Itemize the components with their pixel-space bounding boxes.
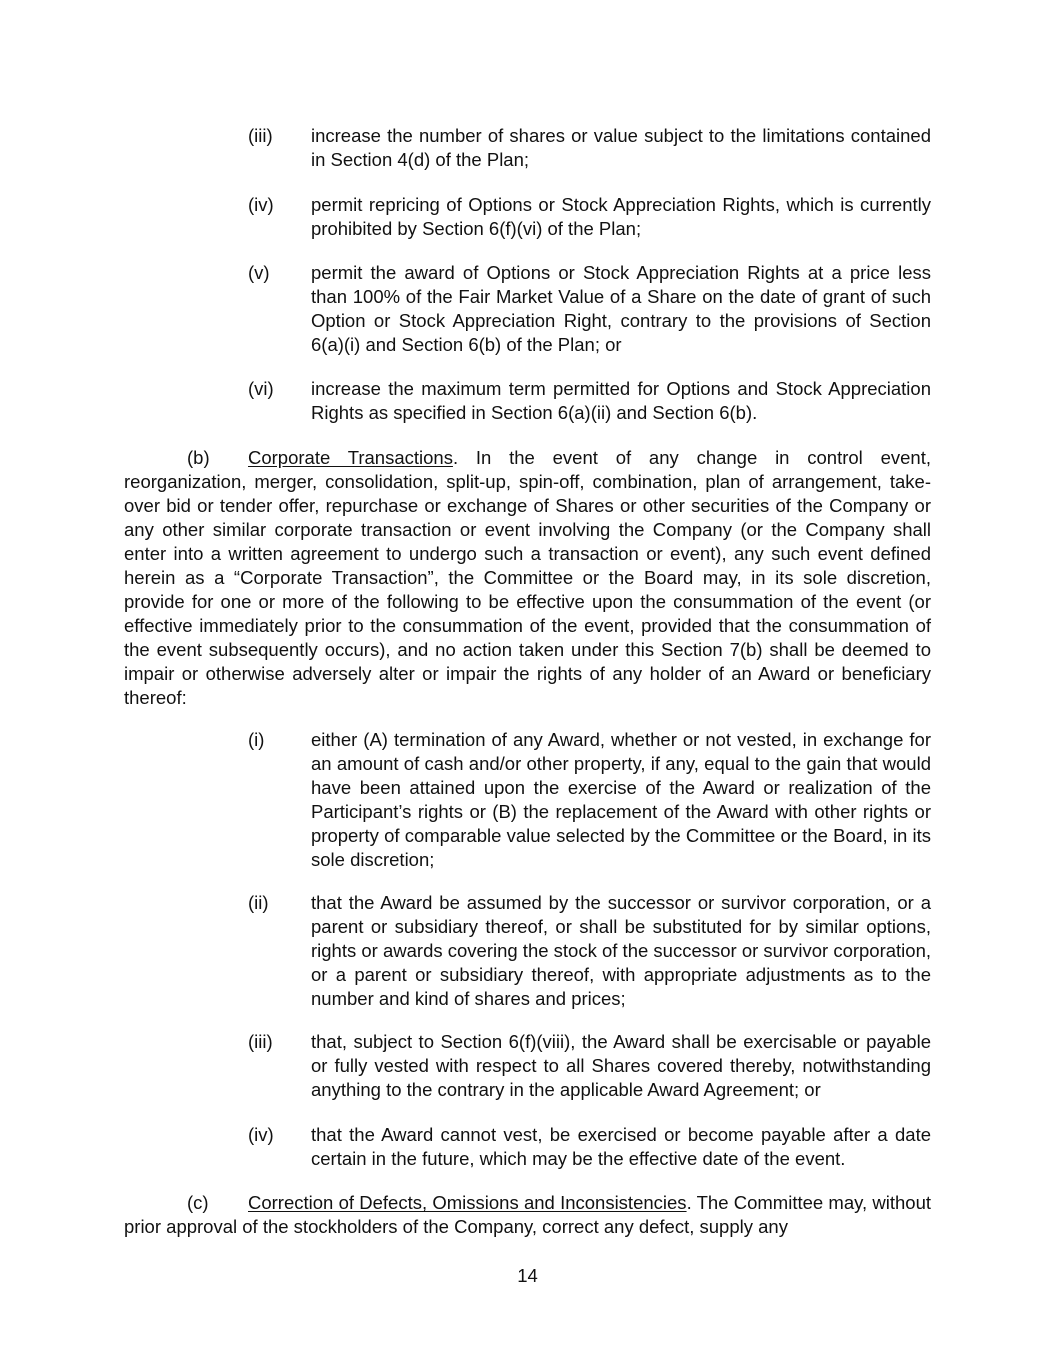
list-item [248, 891, 931, 1011]
list-item-text: permit repricing of Options or Stock Appreciation Rights, which is currently prohibited by Section 6(f)(vi) of the Plan; [311, 194, 931, 239]
list-item-text: permit the award of Options or Stock Appreciation Rights at a price less than 100% of the Fair Market Value of a Share on the date of grant of such Option or Stock Appreciation Right, contrary to the provisions of Section 6(a)(i) and Section 6(b) of the Plan; or [311, 262, 931, 355]
list-item-number: (iii) [248, 125, 273, 146]
list-item [248, 1030, 931, 1102]
section-b-paragraph [124, 446, 931, 710]
section-b-heading: Corporate Transactions [248, 447, 453, 468]
section-c-heading: Correction of Defects, Omissions and Inconsistencies [248, 1192, 687, 1213]
list-item-text: that the Award cannot vest, be exercised or become payable after a date certain in the future, which may be the effective date of the event. [311, 1124, 931, 1169]
list-item-text: either (A) termination of any Award, whether or not vested, in exchange for an amount of cash and/or other property, if any, equal to the gain that would have been attained upon the exercise of the Award or realization of the Participant’s rights or (B) the replacement of the Award with other rights or property of comparable value selected by the Committee or the Board, in its sole discretion; [311, 729, 931, 870]
list-item [248, 193, 931, 241]
list-item [248, 1123, 931, 1171]
list-item-text: that the Award be assumed by the successor or survivor corporation, or a parent or subsidiary thereof, or shall be substituted for by similar options, rights or awards covering the stock of the successor or survivor corporation, or a parent or subsidiary thereof, with appropriate adjustments as to the number and kind of shares and prices; [311, 892, 932, 1009]
section-c-paragraph [124, 1191, 931, 1239]
list-item-number: (v) [248, 262, 270, 283]
list-item-number: (iv) [248, 194, 274, 215]
page-number: 14 [517, 1265, 538, 1286]
list-item-number: (iv) [248, 1124, 274, 1145]
list-item-number: (vi) [248, 378, 274, 399]
list-item [248, 377, 931, 425]
list-item [248, 728, 931, 872]
list-item-text: increase the number of shares or value subject to the limitations contained in Section 4(d) of the Plan; [311, 125, 931, 170]
list-item-text: that, subject to Section 6(f)(viii), the Award shall be exercisable or payable or fully vested with respect to all Shares covered thereby, notwithstanding anything to the contrary in the applicable Award Agreement; or [311, 1031, 931, 1100]
list-item-number: (iii) [248, 1031, 273, 1052]
list-item-text: increase the maximum term permitted for Options and Stock Appreciation Rights as specified in Section 6(a)(ii) and Section 6(b). [311, 378, 931, 423]
list-item [248, 261, 931, 357]
section-c-label: (c) [187, 1192, 209, 1213]
list-item [248, 124, 931, 172]
section-b-label: (b) [187, 447, 210, 468]
list-item-number: (ii) [248, 892, 269, 913]
section-b-body: . In the event of any change in control event, reorganization, merger, consolidation, split-up, spin-off, combination, plan of arrangement, take-over bid or tender offer, repurchase or exchange of Shares or other securities of the Company or any other similar corporate transaction or event involving the Company (or the Company shall enter into a written agreement to undergo such a transaction or event), any such event defined herein as a “Corporate Transaction”, the Committee or the Board may, in its sole discretion, provide for one or more of the following to be effective upon the consummation of the event (or effective immediately prior to the consummation of the event, provided that the consummation of the event subsequently occurs), and no action taken under this Section 7(b) shall be deemed to impair or otherwise adversely alter or impair the rights of any holder of an Award or beneficiary thereof: [124, 447, 931, 708]
list-item-number: (i) [248, 729, 265, 750]
section-c-body: . The Committee may, without prior approval of the stockholders of the Company, correct any defect, supply any [124, 1192, 932, 1237]
